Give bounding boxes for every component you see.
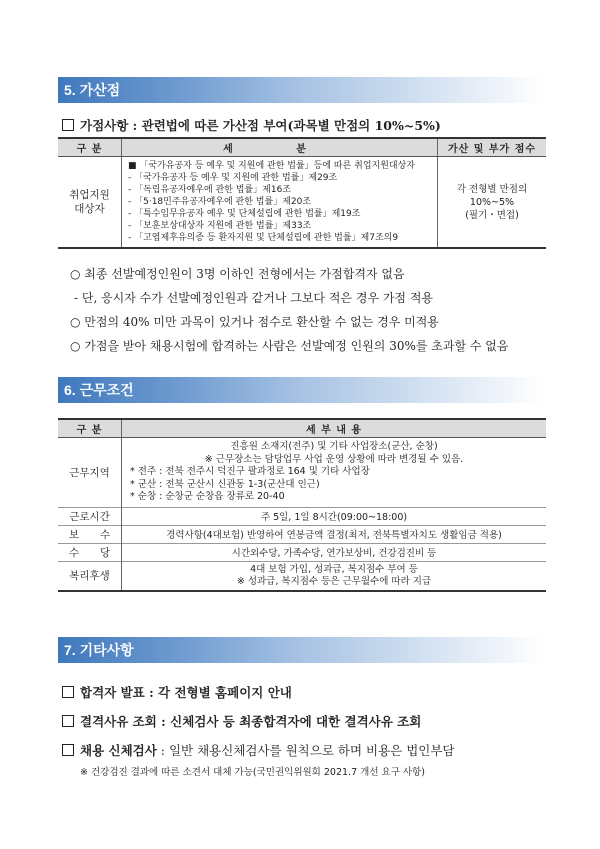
- score-line: (필기・면접): [465, 209, 519, 221]
- section-6-title: 6. 근무조건: [64, 382, 134, 398]
- row-label: 근로시간: [58, 507, 122, 525]
- work-conditions-table: [58, 418, 546, 592]
- row-content: 시간외수당, 가족수당, 연가보상비, 건강검진비 등: [122, 543, 547, 561]
- footnote: ※ 건강검진 결과에 따른 소견서 대체 가능(국민권익위원회 2021.7 개선 요구 사항): [80, 767, 425, 778]
- detail-line: - 「고엽제후유의증 등 환자지원 및 단체설립에 관한 법률」제7조의9: [128, 233, 399, 243]
- detail-line: - 「독립유공자예우에 관한 법률」제16조: [128, 185, 291, 195]
- bonus-note: ○ 가점을 받아 채용시험에 합격하는 사람은 선발예정 인원의 30%를 초과할 수 없음: [70, 339, 509, 353]
- row-content: 주 5일, 1일 8시간(09:00~18:00): [122, 507, 547, 525]
- row-label: 근무지역: [58, 438, 122, 508]
- checkbox-square-icon: [62, 119, 74, 131]
- detail-line: - 「5·18민주유공자예우에 관한 법률」제20조: [128, 197, 312, 207]
- col-header-details: 세 부 내 용: [122, 419, 547, 438]
- category-line: 취업지원: [69, 189, 110, 201]
- table-row: [58, 543, 546, 561]
- detail-line: - 「특수임무유공자 예우 및 단체설립에 관한 법률」제19조: [128, 209, 361, 219]
- bonus-headline: [62, 116, 441, 134]
- bonus-note: ○ 최종 선발예정인원이 3명 이하인 전형에서는 가점합격자 없음: [70, 267, 405, 281]
- score-cell: [438, 157, 547, 249]
- section-5-title: 5. 가산점: [64, 82, 121, 98]
- content-line: ※ 근무장소는 담당업무 사업 운영 상황에 따라 변경될 수 있음.: [204, 453, 464, 465]
- checkbox-square-icon: [62, 686, 74, 698]
- row-label: 보 수: [58, 525, 122, 543]
- row-label: 수 당: [58, 543, 122, 561]
- misc-item-text: : 일반 채용신체검사를 원칙으로 하며 비용은 법인부담: [156, 743, 455, 758]
- content-line: * 순창 : 순창군 순창읍 장류로 20-40: [130, 491, 285, 502]
- bonus-note: - 단, 응시자 수가 선발예정인원과 같거나 그보다 적은 경우 가점 적용: [74, 291, 433, 305]
- row-label: 복리후생: [58, 561, 122, 591]
- misc-item-label: 결격사유 조회 : 신체검사 등 최종합격자에 대한 결격사유 조회: [80, 714, 422, 729]
- section-7-title: 7. 기타사항: [64, 642, 134, 658]
- content-line: * 군산 : 전북 군산시 신관동 1-3(군산대 인근): [130, 478, 320, 490]
- content-line: 진흥원 소재지(전주) 및 기타 사업장소(군산, 순창): [230, 441, 438, 452]
- col-header-category: 구 분: [58, 419, 122, 438]
- detail-line: - 「국가유공자 등 예우 및 지원에 관한 법률」제29조: [128, 173, 338, 183]
- col-header-score: 가산 및 부가 점수: [438, 138, 547, 157]
- row-content: [122, 561, 547, 591]
- score-line: 10%~5%: [469, 196, 515, 208]
- category-cell: [58, 157, 122, 249]
- bonus-note: ○ 만점의 40% 미만 과목이 있거나 점수로 환산할 수 없는 경우 미적용: [70, 315, 439, 329]
- content-line: ※ 성과급, 복지점수 등은 근무월수에 따라 지급: [236, 575, 432, 587]
- col-header-category: 구 분: [58, 138, 122, 157]
- misc-item-disqualification: [62, 712, 421, 730]
- section-7-header: [58, 637, 546, 663]
- section-6-header: [58, 377, 546, 403]
- bonus-table: [58, 137, 546, 249]
- detail-line: ■ 「국가유공자 등 예우 및 지원에 관한 법률」등에 따른 취업지원대상자: [128, 161, 415, 171]
- details-cell: [122, 157, 438, 249]
- checkbox-square-icon: [62, 715, 74, 727]
- detail-line: - 「보훈보상대상자 지원에 관한 법률」제33조: [128, 221, 312, 231]
- section-5-header: [58, 77, 546, 103]
- misc-item-label: 합격자 발표 : 각 전형별 홈페이지 안내: [80, 685, 292, 700]
- row-content: 경력사항(4대보험) 반영하여 연봉금액 결정(최저, 전북특별자치도 생활임금 적용): [122, 525, 547, 543]
- row-content: [122, 438, 547, 508]
- misc-item-medical: [62, 741, 455, 759]
- col-header-details: 세 분: [122, 138, 438, 157]
- score-line: 각 전형별 만점의: [456, 183, 528, 195]
- checkbox-square-icon: [62, 744, 74, 756]
- table-row: [58, 438, 546, 508]
- table-row: [58, 561, 546, 591]
- category-line: 대상자: [74, 203, 105, 215]
- bonus-headline-text: 가점사항 : 관련법에 따른 가산점 부여(과목별 만점의 10%~5%): [80, 118, 441, 133]
- table-row: [58, 507, 546, 525]
- table-row: [58, 525, 546, 543]
- content-line: 4대 보험 가입, 성과급, 복지점수 부여 등: [250, 563, 418, 575]
- misc-item-announcement: [62, 683, 292, 701]
- misc-item-label: 채용 신체검사: [80, 743, 157, 758]
- content-line: * 전주 : 전북 전주시 덕진구 팔과정로 164 및 기타 사업장: [130, 466, 370, 477]
